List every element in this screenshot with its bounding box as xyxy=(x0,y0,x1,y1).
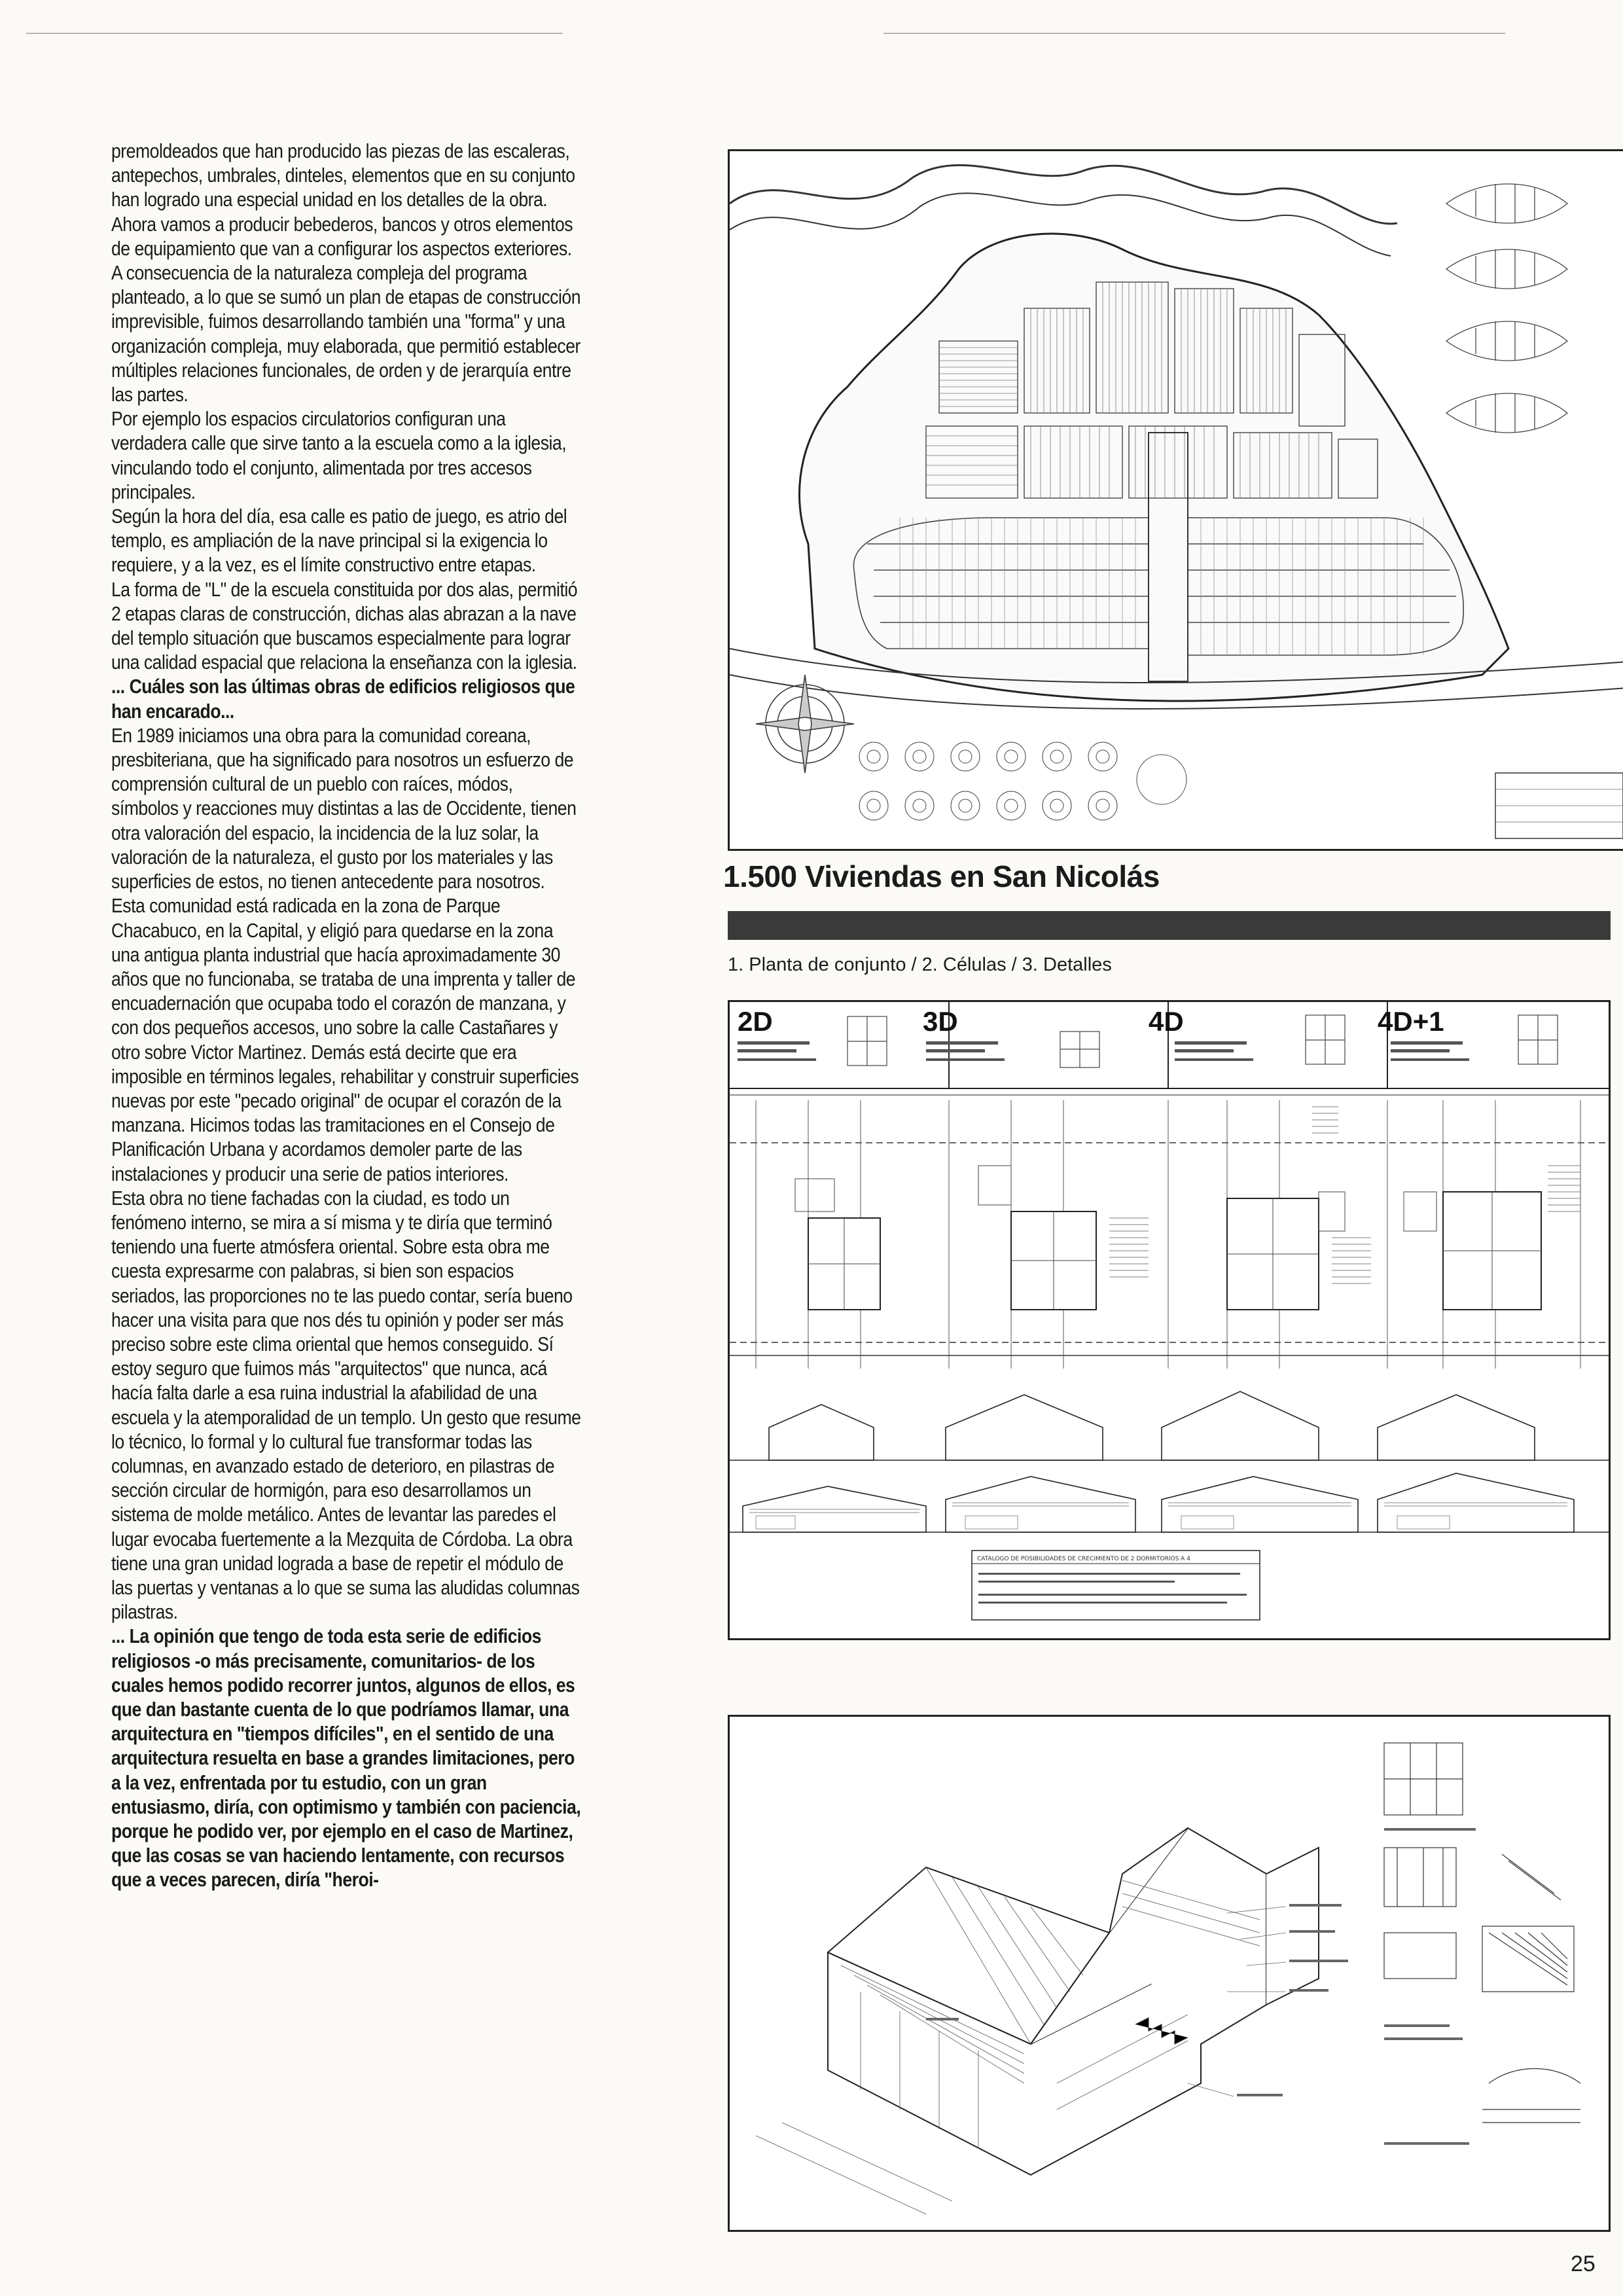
section-title: 1.500 Viviendas en San Nicolás xyxy=(723,859,1160,893)
unit-label-4d: 4D xyxy=(1149,1006,1184,1037)
article-column xyxy=(111,139,581,1892)
interview-question: ... Cuáles son las últimas obras de edificios religiosos que han encarado... xyxy=(111,675,575,723)
unit-label-4d1: 4D+1 xyxy=(1378,1006,1444,1037)
unit-label-3d: 3D xyxy=(923,1006,958,1037)
paragraph: Según la hora del día, esa calle es patio de juego, es atrio del templo, es ampliación de la nave principal si la exigencia lo requiere, y a la vez, es el límite constructivo entre etapas. xyxy=(111,505,567,577)
paragraph: En 1989 iniciamos una obra para la comunidad coreana, presbiteriana, que ha significado para nosotros un esfuerzo de comprensión cultural de un pueblo con raíces, módos, símbolos y reacciones muy distintas a las de Occidente, tienen otra valoración del espacio, la incidencia de la luz solar, la valoración de la naturaleza, el gusto por los materiales y las superficies de estos, no tienen antecedente para nosotros. xyxy=(111,723,577,893)
unit-label-2d: 2D xyxy=(738,1006,773,1037)
interview-question: ... La opinión que tengo de toda esta serie de edificios religiosos -o más precisamente, comunitarios- de los cuales hemos podido recorrer juntos, algunos de ellos, es que dan bastante cuenta de lo que podríamos llamar, una arquitectura en "tiempos difíciles", en el sentido de una arquitectura resuelta en base a grandes limitaciones, pero a la vez, enfrentada por tu estudio, con un gran entusiasmo, diría, con optimismo y también con paciencia, porque he podido ver, por ejemplo en el caso de Martinez, que las cosas se van haciendo lentamente, con recursos que a veces parecen, diría "heroi- xyxy=(111,1624,581,1892)
catalog-note: CATALOGO DE POSIBILIDADES DE CRECIMIENTO DE 2 DORMITORIOS A 4 xyxy=(977,1556,1190,1562)
details-drawing xyxy=(730,1717,1609,2230)
page-number: 25 xyxy=(1571,2251,1596,2276)
section-caption: 1. Planta de conjunto / 2. Células / 3. Detalles xyxy=(728,954,1112,975)
details-figure xyxy=(728,1715,1611,2232)
section-title-bar xyxy=(728,911,1611,940)
site-plan-figure xyxy=(728,149,1623,851)
cells-figure xyxy=(728,1000,1611,1640)
paragraph: Por ejemplo los espacios circulatorios configuran una verdadera calle que sirve tanto a la escuela como a la iglesia, vinculando todo el conjunto, alimentada por tres accesos principales. xyxy=(111,407,567,503)
paragraph: Esta obra no tiene fachadas con la ciudad, es todo un fenómeno interno, se mira a sí misma y te diría que terminó teniendo una fuerte atmósfera oriental. Sobre esta obra me cuesta expresarme con palabras, si bien son espacios seriados, las proporciones no te las puedo contar, sería bueno hacer una visita para que nos dés tu opinión y poder ser más preciso sobre este clima oriental que hemos conseguido. Sí estoy seguro que fuimos más "arquitectos" que nunca, acá hacía falta darle a esa ruina industrial la afabilidad de una escuela y la atemporalidad de un templo. Un gesto que resume lo técnico, lo formal y lo cultural fue transformar todas las columnas, en avanzado estado de deterioro, en pilastras de sección circular de hormigón, para eso desarrollamos un sistema de molde metálico. Antes de levantar las paredes el lugar evocaba fuertemente a la Mezquita de Córdoba. La obra tiene una gran unidad lograda a base de repetir el módulo de las puertas y ventanas a lo que se suma las aludidas columnas pilastras. xyxy=(111,1186,581,1624)
top-rule-left xyxy=(26,33,563,34)
site-plan-drawing xyxy=(730,151,1623,849)
paragraph: A consecuencia de la naturaleza compleja del programa planteado, a lo que se sumó un plan de etapas de construcción imprevisible, fuimos desarrollando también una "forma" y una organización compleja, muy elaborada, que permitió establecer múltiples relaciones funcionales, de orden y de jerarquía entre las partes. xyxy=(111,261,581,406)
top-rule-right xyxy=(883,33,1505,34)
cells-drawing xyxy=(730,1002,1609,1638)
paragraph: Esta comunidad está radicada en la zona de Parque Chacabuco, en la Capital, y eligió para quedarse en la zona una antigua planta industrial que hacía aproximadamente 30 años que no funcionaba, se trataba de una imprenta y taller de encuadernación que ocupaba todo el corazón de manzana, y con dos pequeños accesos, uno sobre la calle Castañares y otro sobre Victor Martinez. Demás está decirte que era imposible en términos legales, rehabilitar y construir superficies nuevas por este "pecado original" de ocupar el corazón de la manzana. Hicimos todas las tramitaciones en el Consejo de Planificación Urbana y acordamos demoler parte de las instalaciones y producir una serie de patios interiores. xyxy=(111,894,579,1185)
paragraph: premoldeados que han producido las piezas de las escaleras, antepechos, umbrales, dinteles, elementos que en su conjunto han logrado una especial unidad en los detalles de la obra. Ahora vamos a producir bebederos, bancos y otros elementos de equipamiento que van a configurar los aspectos exteriores. xyxy=(111,139,575,260)
paragraph: La forma de "L" de la escuela constituida por dos alas, permitió 2 etapas claras de construcción, dichas alas abrazan a la nave del templo situación que buscamos especialmente para lograr una calidad espacial que relaciona la enseñanza con la iglesia. xyxy=(111,577,578,674)
